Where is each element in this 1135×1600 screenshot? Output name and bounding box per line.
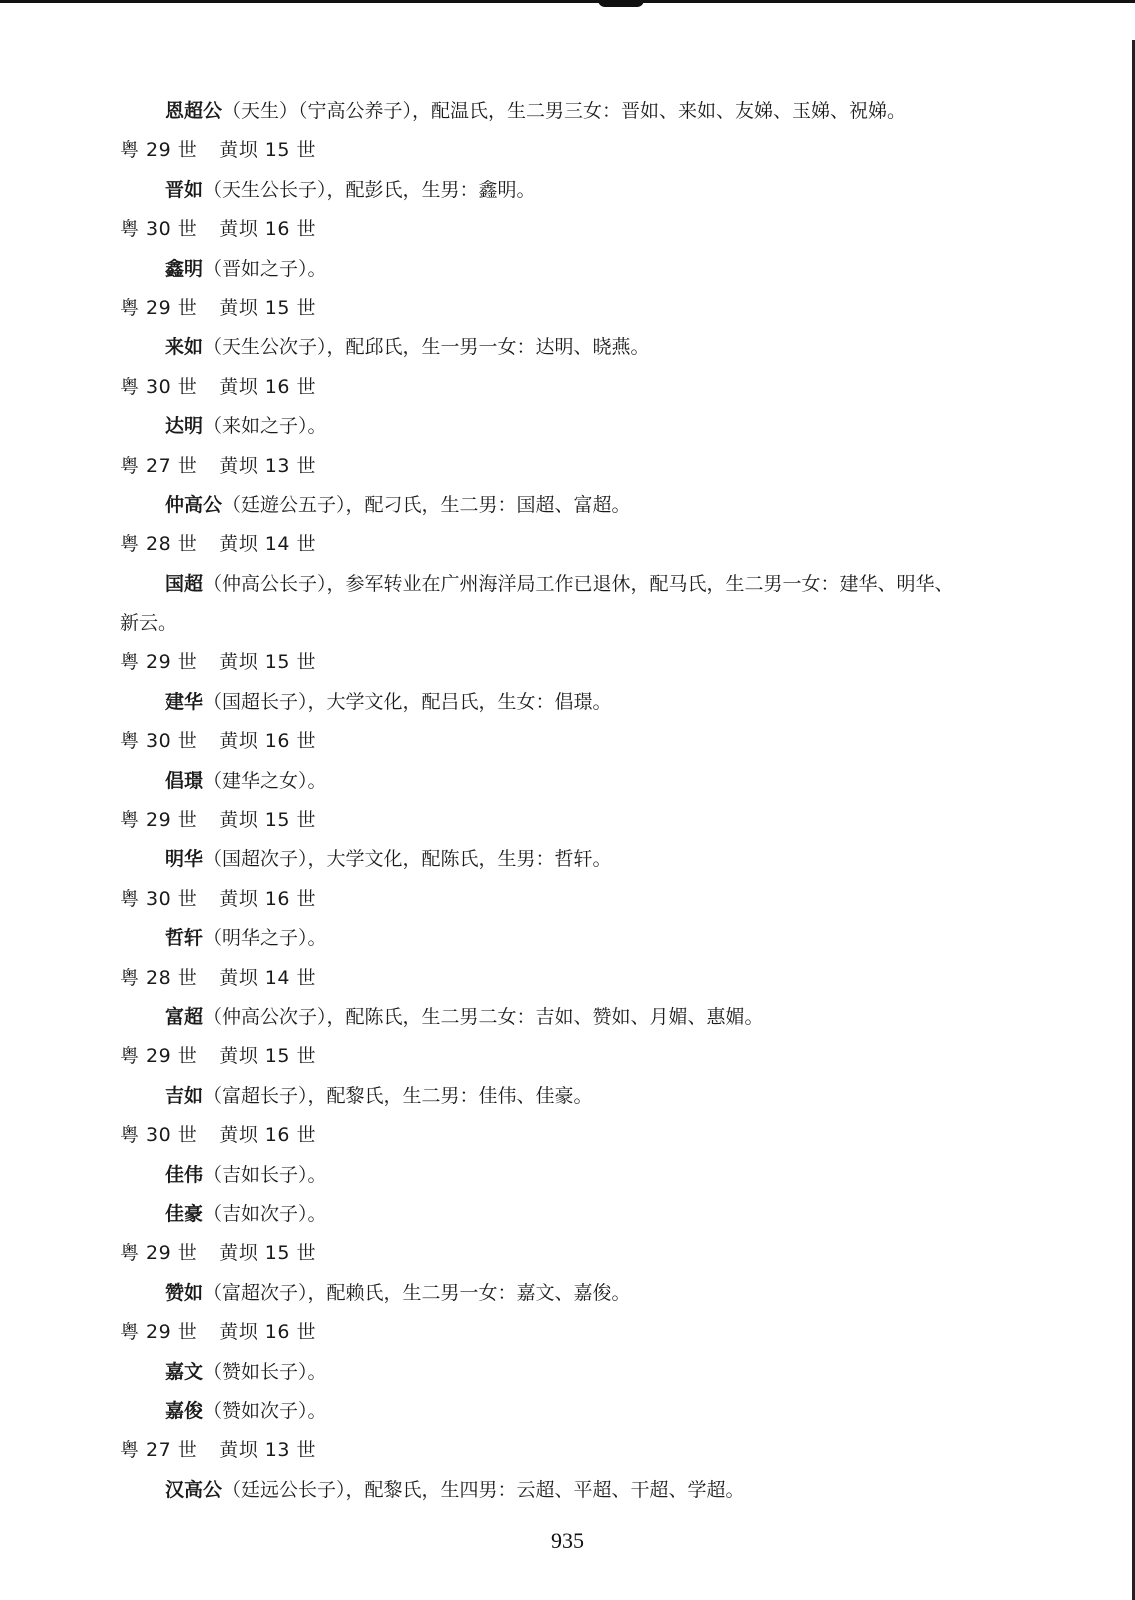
huangba-generation: 黄坝 14 世 [219,533,317,556]
person-name: 建华 [165,690,204,713]
person-entry [0,840,1135,879]
person-name: 仲高公 [165,493,223,516]
person-description: （廷遊公五子），配刁氏，生二男：国超、富超。 [222,493,631,516]
person-entry [0,1392,1135,1431]
generation-heading [0,880,1135,919]
yue-generation: 粤 30 世 [120,1124,198,1147]
person-description: （仲高公次子），配陈氏，生二男二女：吉如、赞如、月媚、惠媚。 [203,1005,764,1028]
generation-heading [0,643,1135,682]
huangba-generation: 黄坝 16 世 [219,218,317,241]
huangba-generation: 黄坝 16 世 [219,887,317,910]
genealogy-text-body [0,92,1135,1510]
person-name: 嘉俊 [165,1399,204,1422]
huangba-generation: 黄坝 16 世 [219,1321,317,1344]
person-description: （天生公次子），配邱氏，生一男一女：达明、晓燕。 [203,336,650,359]
person-name: 恩超公 [165,100,223,122]
yue-generation: 粤 29 世 [120,1045,198,1068]
person-entry [0,762,1135,801]
generation-heading [0,1037,1135,1076]
generation-heading [0,368,1135,407]
generation-heading [0,131,1135,170]
yue-generation: 粤 30 世 [120,887,198,910]
person-entry [0,683,1135,722]
huangba-generation: 黄坝 15 世 [219,296,317,319]
person-entry [0,998,1135,1037]
person-entry [0,1471,1135,1510]
person-name: 汉高公 [165,1478,223,1501]
generation-heading [0,289,1135,328]
person-description: （赞如次子）。 [203,1399,327,1422]
yue-generation: 粤 29 世 [120,139,198,162]
person-name: 倡璟 [165,769,204,792]
person-entry [0,1353,1135,1392]
person-description: （建华之女）。 [203,769,327,792]
person-name: 嘉文 [165,1360,204,1383]
person-entry [0,1195,1135,1234]
generation-heading [0,525,1135,564]
person-description: （明华之子）。 [203,927,327,950]
generation-heading [0,1313,1135,1352]
person-description: （天生）（宁高公养子），配温氏，生二男三女：晋如、来如、友娣、玉娣、祝娣。 [222,100,907,122]
person-entry [0,565,1135,604]
person-name: 晋如 [165,178,204,201]
person-description: （来如之子）。 [203,415,327,438]
huangba-generation: 黄坝 16 世 [219,1124,317,1147]
person-name: 吉如 [165,1084,204,1107]
yue-generation: 粤 29 世 [120,1321,198,1344]
yue-generation: 粤 29 世 [120,296,198,319]
yue-generation: 粤 29 世 [120,651,198,674]
yue-generation: 粤 28 世 [120,533,198,556]
person-name: 佳伟 [165,1163,204,1186]
continuation-text: 新云。 [120,612,178,635]
person-name: 鑫明 [165,257,204,280]
huangba-generation: 黄坝 15 世 [219,139,317,162]
generation-heading [0,1116,1135,1155]
generation-heading [0,447,1135,486]
huangba-generation: 黄坝 15 世 [219,651,317,674]
scan-top-mark [598,0,644,7]
person-entry [0,919,1135,958]
generation-heading [0,1234,1135,1273]
generation-heading [0,801,1135,840]
generation-heading [0,1431,1135,1470]
person-name: 达明 [165,415,204,438]
person-entry [0,407,1135,446]
huangba-generation: 黄坝 15 世 [219,1045,317,1068]
huangba-generation: 黄坝 16 世 [219,375,317,398]
person-entry [0,92,1135,131]
generation-heading [0,959,1135,998]
person-description: （富超长子），配黎氏，生二男：佳伟、佳豪。 [203,1084,593,1107]
generation-heading [0,722,1135,761]
huangba-generation: 黄坝 13 世 [219,1439,317,1462]
person-description: （廷远公长子），配黎氏，生四男：云超、平超、干超、学超。 [222,1478,745,1501]
person-name: 赞如 [165,1281,204,1304]
person-description: （赞如长子）。 [203,1360,327,1383]
huangba-generation: 黄坝 15 世 [219,809,317,832]
person-description: （仲高公长子），参军转业在广州海洋局工作已退休，配马氏，生二男一女：建华、明华、 [203,572,954,595]
person-description: （国超次子），大学文化，配陈氏，生男：哲轩。 [203,848,612,871]
person-name: 佳豪 [165,1202,204,1225]
yue-generation: 粤 30 世 [120,730,198,753]
yue-generation: 粤 27 世 [120,1439,198,1462]
yue-generation: 粤 30 世 [120,375,198,398]
yue-generation: 粤 29 世 [120,809,198,832]
entry-continuation [0,604,1135,643]
person-entry [0,250,1135,289]
person-entry [0,328,1135,367]
huangba-generation: 黄坝 15 世 [219,1242,317,1265]
scan-top-border [0,0,1135,3]
person-name: 富超 [165,1005,204,1028]
yue-generation: 粤 29 世 [120,1242,198,1265]
person-description: （晋如之子）。 [203,257,327,280]
yue-generation: 粤 27 世 [120,454,198,477]
person-description: （吉如长子）。 [203,1163,327,1186]
page-number: 935 [551,1528,584,1553]
person-name: 哲轩 [165,927,204,950]
person-entry [0,171,1135,210]
yue-generation: 粤 28 世 [120,966,198,989]
person-description: （吉如次子）。 [203,1202,327,1225]
person-entry [0,1077,1135,1116]
person-entry [0,486,1135,525]
person-entry [0,1274,1135,1313]
person-description: （天生公长子），配彭氏，生男：鑫明。 [203,178,536,201]
person-name: 国超 [165,572,204,595]
person-description: （富超次子），配赖氏，生二男一女：嘉文、嘉俊。 [203,1281,631,1304]
huangba-generation: 黄坝 13 世 [219,454,317,477]
yue-generation: 粤 30 世 [120,218,198,241]
huangba-generation: 黄坝 14 世 [219,966,317,989]
person-entry [0,1156,1135,1195]
person-name: 来如 [165,336,204,359]
person-description: （国超长子），大学文化，配吕氏，生女：倡璟。 [203,690,612,713]
huangba-generation: 黄坝 16 世 [219,730,317,753]
person-name: 明华 [165,848,204,871]
generation-heading [0,210,1135,249]
